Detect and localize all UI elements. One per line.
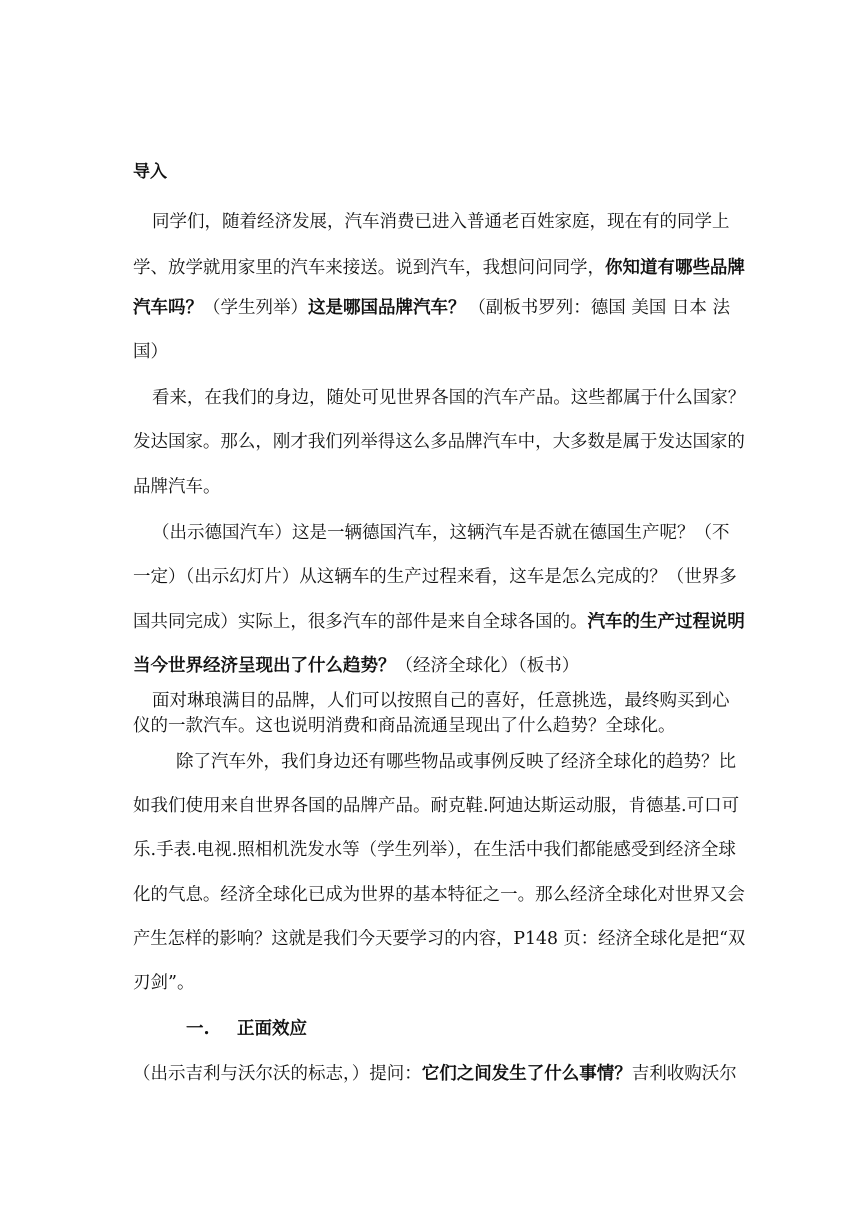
p1-line4: 国）	[133, 342, 168, 362]
p5-line4: 化的气息。经济全球化已成为世界的基本特征之一。那么经济全球化对世界又会	[133, 885, 745, 905]
p5-line1: 除了汽车外，我们身边还有哪些物品或事例反映了经济全球化的趋势？比	[176, 752, 736, 772]
p3-line4-bold: 当今世界经济呈现出了什么趋势？	[133, 656, 396, 676]
p5-line6: 刃剑”。	[133, 973, 195, 993]
p1-line1: 同学们，随着经济发展，汽车消费已进入普通老百姓家庭，现在有的同学上	[152, 212, 730, 232]
section-number: 一.	[186, 1019, 210, 1039]
p4-line2: 仪的一款汽车。这也说明消费和商品流通呈现出了什么趋势？全球化。	[133, 716, 676, 736]
heading-intro: 导入	[133, 162, 167, 182]
p6-line1	[133, 1063, 737, 1085]
p1-line2-bold: 你知道有哪些品牌	[605, 258, 745, 278]
p3-line3	[133, 611, 745, 633]
section-title: 正面效应	[237, 1019, 307, 1039]
p6-line1-bold: 它们之间发生了什么事情？	[421, 1064, 632, 1084]
p1-line3-text-a: （学生列举）	[203, 298, 308, 318]
p1-line2-text: 学、放学就用家里的汽车来接送。说到汽车，我想问问同学，	[133, 258, 606, 278]
p6-line1-text-a: （出示吉利与沃尔沃的标志，）提问：	[133, 1064, 422, 1084]
p1-line3-text-b: （副板书罗列：德国 美国 日本 法	[468, 298, 730, 318]
p4-line1: 面对琳琅满目的品牌，人们可以按照自己的喜好，任意挑选，最终购买到心	[152, 691, 730, 711]
p3-line3-bold: 汽车的生产过程说明	[587, 612, 745, 632]
p5-line3: 乐.手表.电视.照相机洗发水等（学生列举），在生活中我们都能感受到经济全球	[133, 840, 736, 860]
p3-line4-text: （经济全球化）（板书）	[395, 656, 580, 676]
p1-line2	[133, 257, 745, 279]
p2-line2: 发达国家。那么，刚才我们列举得这么多品牌汽车中，大多数是属于发达国家的	[133, 432, 745, 452]
p5-line5: 产生怎样的影响？这就是我们今天要学习的内容，P148 页：经济全球化是把“双	[133, 929, 746, 949]
p3-line4	[133, 655, 579, 677]
p6-line1-text-b: 吉利收购沃尔	[631, 1064, 737, 1084]
p3-line2: 一定）（出示幻灯片）从这辆车的生产过程来看，这车是怎么完成的？（世界多	[133, 567, 737, 587]
p1-line3-bold-b: 这是哪国品牌汽车？	[308, 298, 466, 318]
p2-line3: 品牌汽车。	[133, 477, 221, 497]
p1-line3-bold-a: 汽车吗？	[133, 298, 203, 318]
p3-line3-text: 国共同完成）实际上，很多汽车的部件是来自全球各国的。	[133, 612, 588, 632]
p5-line2: 如我们使用来自世界各国的品牌产品。耐克鞋.阿迪达斯运动服，肯德基.可口可	[133, 796, 740, 816]
p2-line1: 看来，在我们的身边，随处可见世界各国的汽车产品。这些都属于什么国家？	[152, 388, 746, 408]
p3-line1: （出示德国汽车）这是一辆德国汽车，这辆汽车是否就在德国生产呢？（不	[152, 523, 730, 543]
p1-line3	[133, 297, 730, 319]
